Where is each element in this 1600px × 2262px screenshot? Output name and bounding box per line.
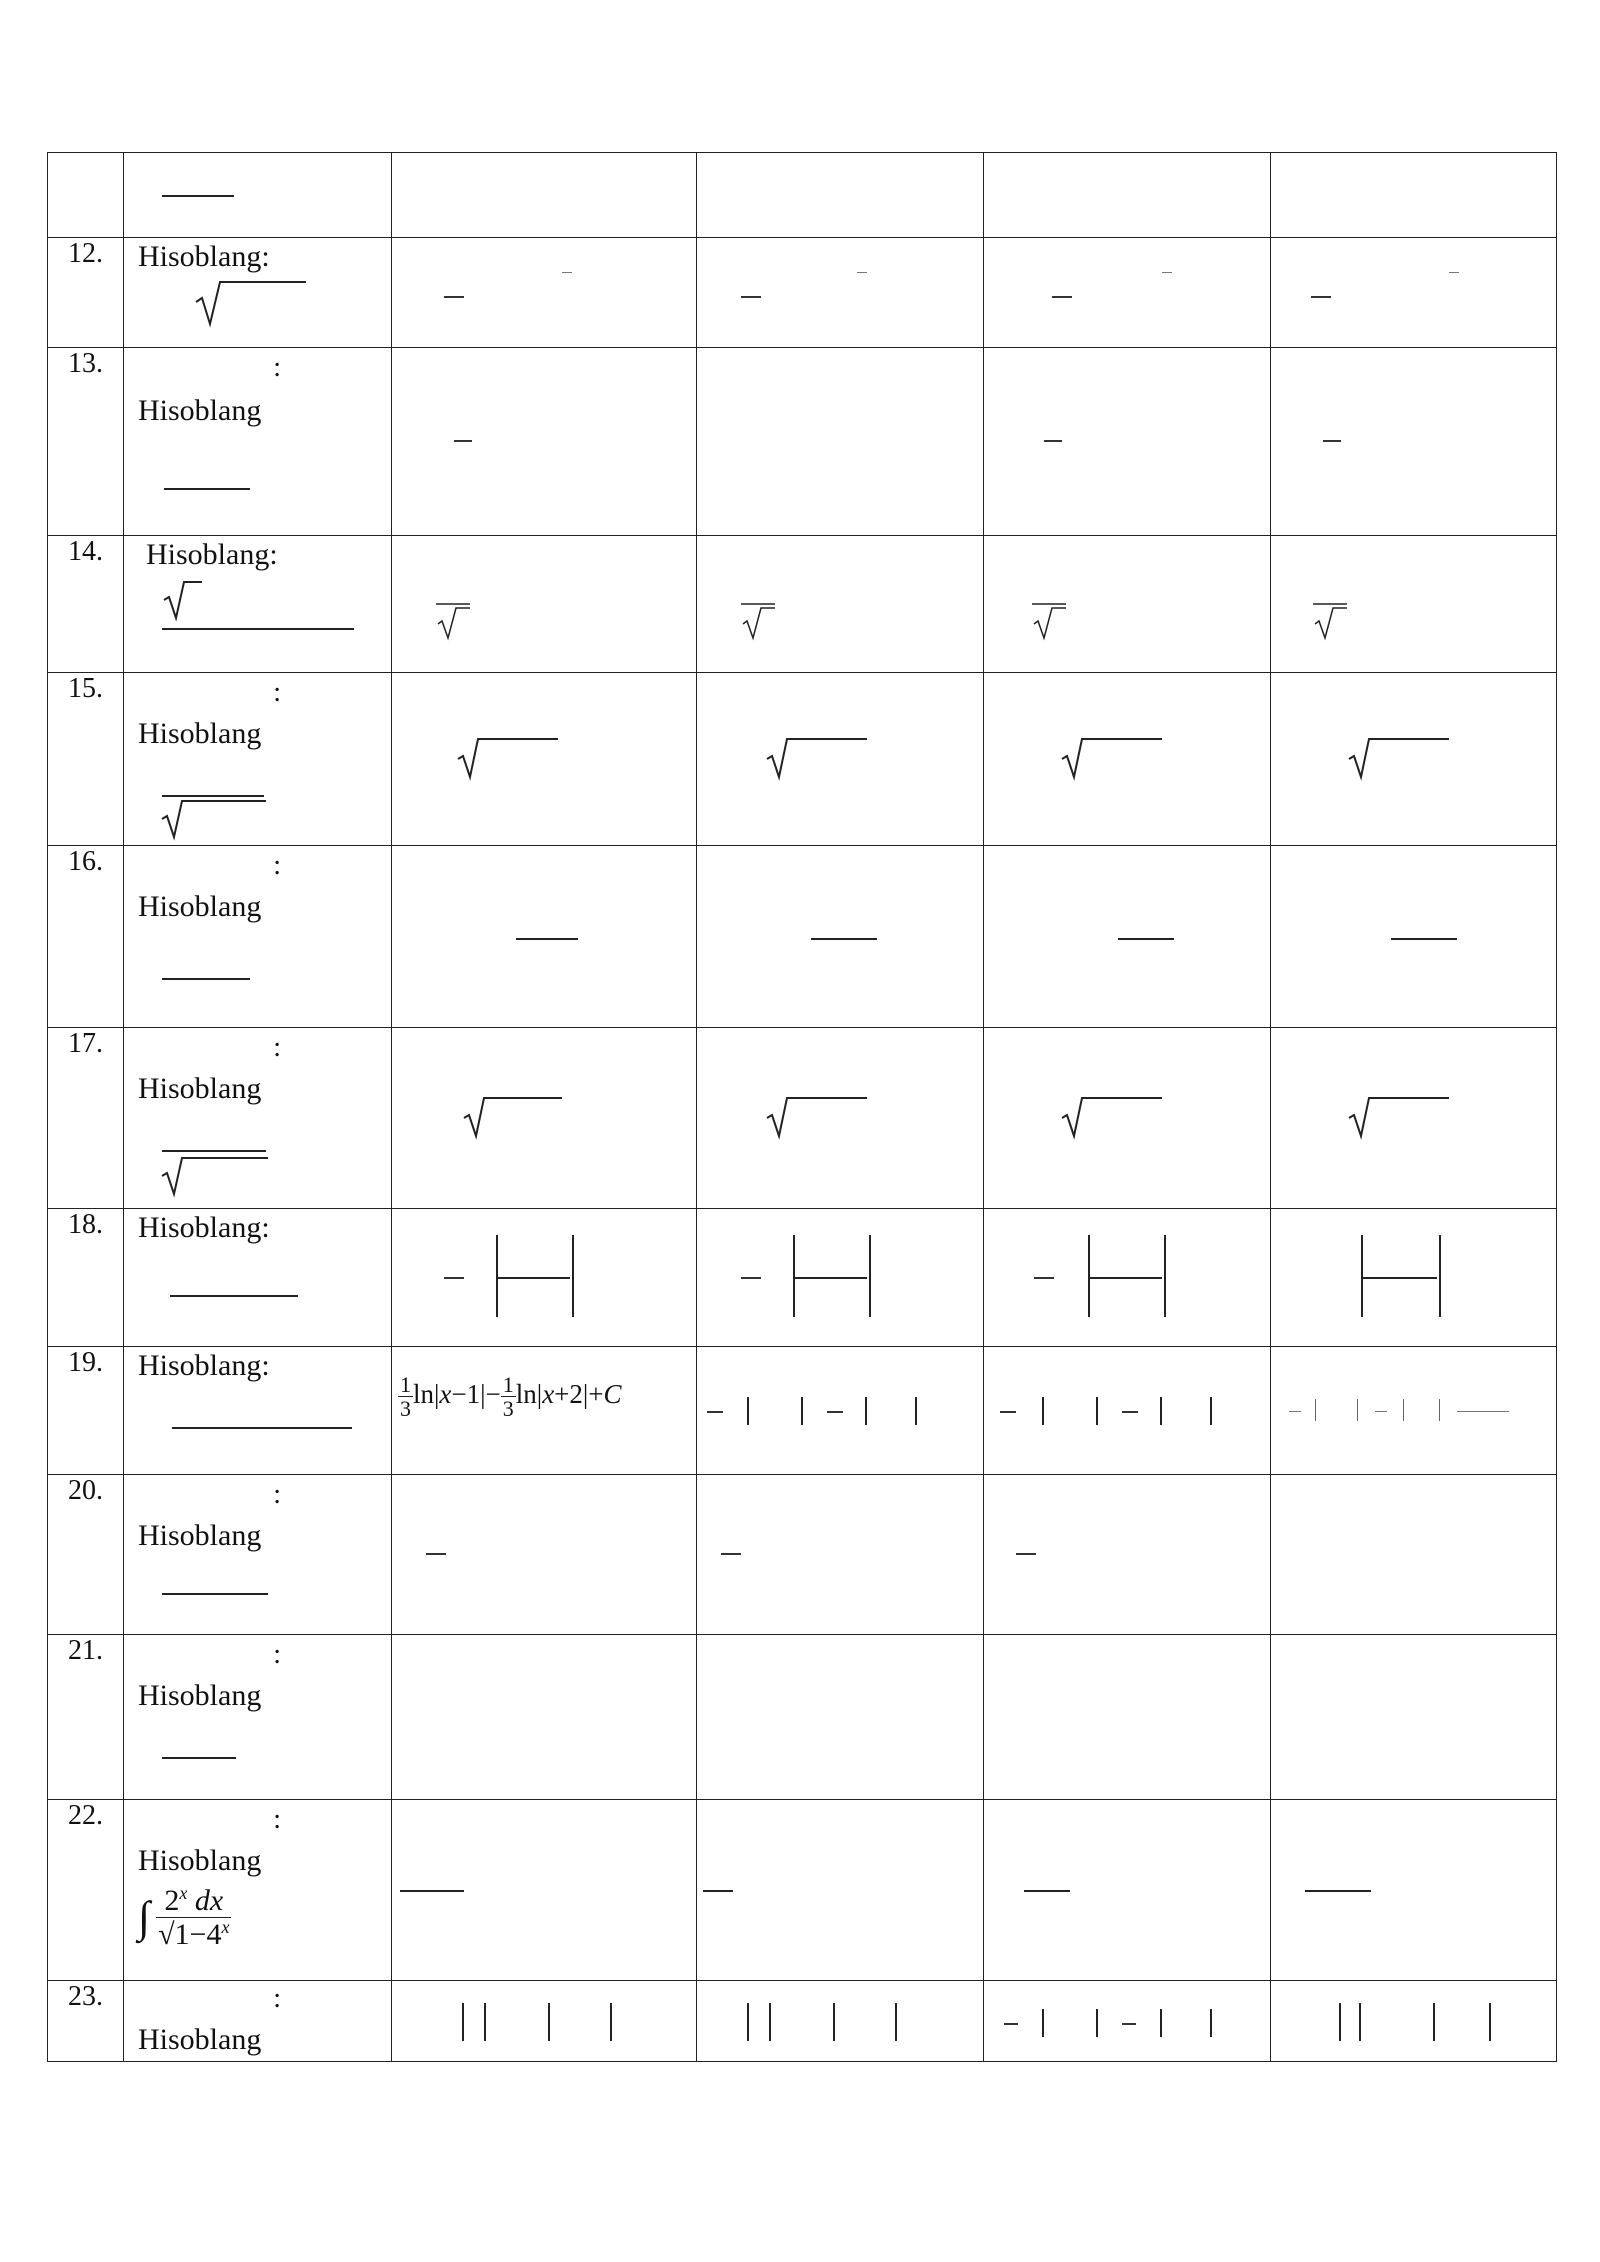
question-cell <box>124 153 392 238</box>
colon: : <box>273 352 281 383</box>
option-c <box>984 1475 1271 1635</box>
option-d <box>1271 536 1557 673</box>
option-b <box>697 348 984 536</box>
row-number: 16. <box>48 846 124 1028</box>
table-row <box>48 1800 1557 1981</box>
option-b <box>697 1347 984 1475</box>
sqrt-symbol <box>196 280 306 328</box>
option-a <box>392 1347 697 1475</box>
option-d <box>1271 1209 1557 1347</box>
table-row <box>48 1347 1557 1475</box>
colon: : <box>273 677 281 708</box>
question-text: Hisoblang: <box>138 1211 270 1244</box>
colon: : <box>273 1032 281 1063</box>
question-cell <box>124 1475 392 1635</box>
option-b <box>697 1209 984 1347</box>
question-cell <box>124 238 392 348</box>
row-number: 15. <box>48 673 124 846</box>
option-c <box>984 1028 1271 1209</box>
option-a <box>392 1981 697 2062</box>
option-b <box>697 536 984 673</box>
option-b <box>697 673 984 846</box>
row-number: 21. <box>48 1635 124 1800</box>
question-text: Hisoblang <box>138 1072 262 1105</box>
colon: : <box>273 1983 281 2014</box>
row-number: 12. <box>48 238 124 348</box>
question-cell <box>124 1981 392 2062</box>
sqrt-symbol <box>164 580 204 620</box>
table-row <box>48 1981 1557 2062</box>
row-number: 17. <box>48 1028 124 1209</box>
sqrt-symbol <box>162 799 266 839</box>
option-a <box>392 1028 697 1209</box>
option-c <box>984 238 1271 348</box>
table-row <box>48 1209 1557 1347</box>
option-d <box>1271 1028 1557 1209</box>
row-number: 14. <box>48 536 124 673</box>
row-number: 13. <box>48 348 124 536</box>
question-text: Hisoblang <box>138 1519 262 1552</box>
question-cell <box>124 1347 392 1475</box>
row-number: 19. <box>48 1347 124 1475</box>
question-cell <box>124 1028 392 1209</box>
integral-expression: ∫ $\frac{2^x dx}{√1-4^x}$ <box>138 1883 230 1951</box>
option-d <box>1271 348 1557 536</box>
question-cell <box>124 673 392 846</box>
option-c <box>984 1347 1271 1475</box>
table-row <box>48 536 1557 673</box>
question-text: Hisoblang: <box>138 240 270 273</box>
option-c <box>984 536 1271 673</box>
table-row <box>48 673 1557 846</box>
option-b <box>697 846 984 1028</box>
row-number: 18. <box>48 1209 124 1347</box>
option-c <box>984 1981 1271 2062</box>
colon: : <box>273 1479 281 1510</box>
option-d <box>1271 846 1557 1028</box>
option-c <box>984 348 1271 536</box>
answer-table <box>47 152 1557 2062</box>
option-c <box>984 153 1271 238</box>
colon: : <box>273 1804 281 1835</box>
option-c <box>984 1209 1271 1347</box>
option-a <box>392 348 697 536</box>
option-a <box>392 153 697 238</box>
question-cell <box>124 846 392 1028</box>
row-number: 23. <box>48 1981 124 2062</box>
option-c <box>984 1800 1271 1981</box>
option-a <box>392 1475 697 1635</box>
option-b <box>697 1475 984 1635</box>
option-a <box>392 846 697 1028</box>
option-d <box>1271 1800 1557 1981</box>
table-row <box>48 1635 1557 1800</box>
option-b <box>697 238 984 348</box>
option-b <box>697 1635 984 1800</box>
option-b <box>697 1981 984 2062</box>
option-a <box>392 536 697 673</box>
question-text: Hisoblang: <box>146 538 278 571</box>
option-d <box>1271 1347 1557 1475</box>
option-b <box>697 1028 984 1209</box>
colon: : <box>273 1639 281 1670</box>
sqrt-symbol <box>162 1156 268 1196</box>
question-cell <box>124 1635 392 1800</box>
option-a <box>392 1635 697 1800</box>
option-d <box>1271 673 1557 846</box>
option-d <box>1271 1981 1557 2062</box>
option-a <box>392 238 697 348</box>
question-cell <box>124 1800 392 1981</box>
table-row <box>48 1028 1557 1209</box>
question-text: Hisoblang <box>138 2023 262 2056</box>
question-cell <box>124 1209 392 1347</box>
question-text: Hisoblang <box>138 1679 262 1712</box>
table-row <box>48 846 1557 1028</box>
row-number <box>48 153 124 238</box>
question-text: Hisoblang <box>138 717 262 750</box>
option-b <box>697 1800 984 1981</box>
option-d <box>1271 238 1557 348</box>
option-a <box>392 1209 697 1347</box>
question-text: Hisoblang <box>138 890 262 923</box>
option-d <box>1271 153 1557 238</box>
option-d <box>1271 1635 1557 1800</box>
table-row <box>48 238 1557 348</box>
question-text: Hisoblang <box>138 394 262 427</box>
table-row <box>48 348 1557 536</box>
table-row <box>48 153 1557 238</box>
option-a <box>392 673 697 846</box>
table-row <box>48 1475 1557 1635</box>
row-number: 20. <box>48 1475 124 1635</box>
question-text: Hisoblang <box>138 1844 262 1877</box>
question-cell <box>124 536 392 673</box>
question-text: Hisoblang: <box>138 1349 270 1382</box>
question-cell <box>124 348 392 536</box>
option-a <box>392 1800 697 1981</box>
option-d <box>1271 1475 1557 1635</box>
option-c <box>984 846 1271 1028</box>
option-c <box>984 673 1271 846</box>
option-b <box>697 153 984 238</box>
option-c <box>984 1635 1271 1800</box>
colon: : <box>273 850 281 881</box>
answer-formula: $\frac{1}{3}$ ln|x−1|− $\frac{1}{3}$ ln|x+2|+C <box>400 1372 622 1422</box>
row-number: 22. <box>48 1800 124 1981</box>
